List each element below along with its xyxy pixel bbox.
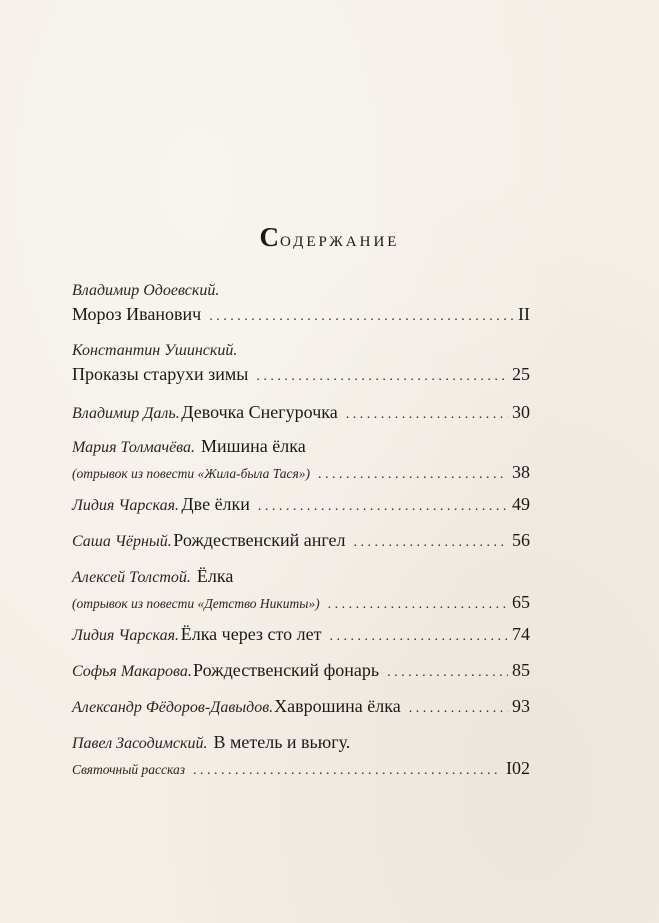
toc-page-number: 56	[512, 530, 530, 550]
toc-entry	[72, 402, 530, 428]
toc-entry	[72, 566, 530, 618]
toc-leader-dots	[354, 535, 508, 551]
toc-work-title: Мишина ёлка	[201, 436, 306, 456]
toc-author: Владимир Одоевский.	[72, 282, 220, 299]
toc-entry	[72, 494, 530, 520]
toc-page-number: 38	[512, 462, 530, 482]
toc-entry	[72, 530, 530, 556]
toc-work-title: Ёлка	[196, 566, 234, 586]
toc-leader-dots	[318, 467, 508, 483]
toc-work-title: Ёлка через сто лет	[180, 624, 322, 644]
toc-page-number: 85	[512, 660, 530, 680]
toc-entry	[72, 660, 530, 686]
toc-page-number: 25	[512, 364, 530, 384]
toc-leader-dots	[256, 369, 508, 385]
toc-subtitle: (отрывок из повести «Детство Никиты»)	[72, 596, 320, 611]
toc-leader-dots	[409, 701, 508, 717]
toc-page-number: 93	[512, 696, 530, 716]
toc-page-number: 30	[512, 402, 530, 422]
toc-author: Саша Чёрный.	[72, 533, 172, 550]
toc-leader-dots	[193, 763, 502, 779]
toc-subtitle: (отрывок из повести «Жила-была Тася»)	[72, 466, 310, 481]
toc-work-title: Рождественский фонарь	[193, 660, 380, 680]
toc-author: Константин Ушинский.	[72, 342, 238, 359]
toc-author: Павел Засодимский.	[72, 735, 208, 752]
toc-author: Владимир Даль.	[72, 405, 180, 422]
toc-entry	[72, 436, 530, 488]
toc-work-title: В метель и вьюгу.	[213, 732, 351, 752]
toc-work-title: Две ёлки	[181, 494, 250, 514]
toc-leader-dots	[329, 629, 508, 645]
toc-page-number: 49	[512, 494, 530, 514]
toc-author: Александр Фёдоров-Давыдов.	[72, 699, 274, 716]
toc-leader-dots	[328, 597, 508, 613]
toc-author: Лидия Чарская.	[72, 627, 180, 644]
toc-author: Софья Макарова.	[72, 663, 192, 680]
toc-entry	[72, 342, 530, 390]
toc-entry	[72, 624, 530, 650]
toc-page-number: 65	[512, 592, 530, 612]
toc-leader-dots	[209, 309, 514, 325]
toc-leader-dots	[258, 499, 508, 515]
toc-entry	[72, 282, 530, 330]
toc-page-number: 74	[512, 624, 530, 644]
toc-leader-dots	[387, 665, 508, 681]
toc-work-title: Проказы старухи зимы	[72, 364, 249, 384]
page-title	[0, 222, 659, 253]
title-initial: С	[259, 222, 281, 252]
toc-work-title: Девочка Снегурочка	[181, 402, 338, 422]
title-rest: одержание	[280, 226, 400, 251]
toc-work-title: Хаврошина ёлка	[274, 696, 401, 716]
toc-author: Лидия Чарская.	[72, 497, 180, 514]
toc-work-title: Рождественский ангел	[173, 530, 346, 550]
toc-subtitle: Святочный рассказ	[72, 762, 185, 777]
toc-page-number: II	[518, 304, 530, 324]
toc-author: Мария Толмачёва.	[72, 439, 196, 456]
toc-work-title: Мороз Иванович	[72, 304, 202, 324]
toc-author: Алексей Толстой.	[72, 569, 191, 586]
toc-entry	[72, 732, 530, 784]
toc-page-number: I02	[506, 758, 530, 778]
toc-entry	[72, 696, 530, 722]
toc-leader-dots	[346, 407, 508, 423]
